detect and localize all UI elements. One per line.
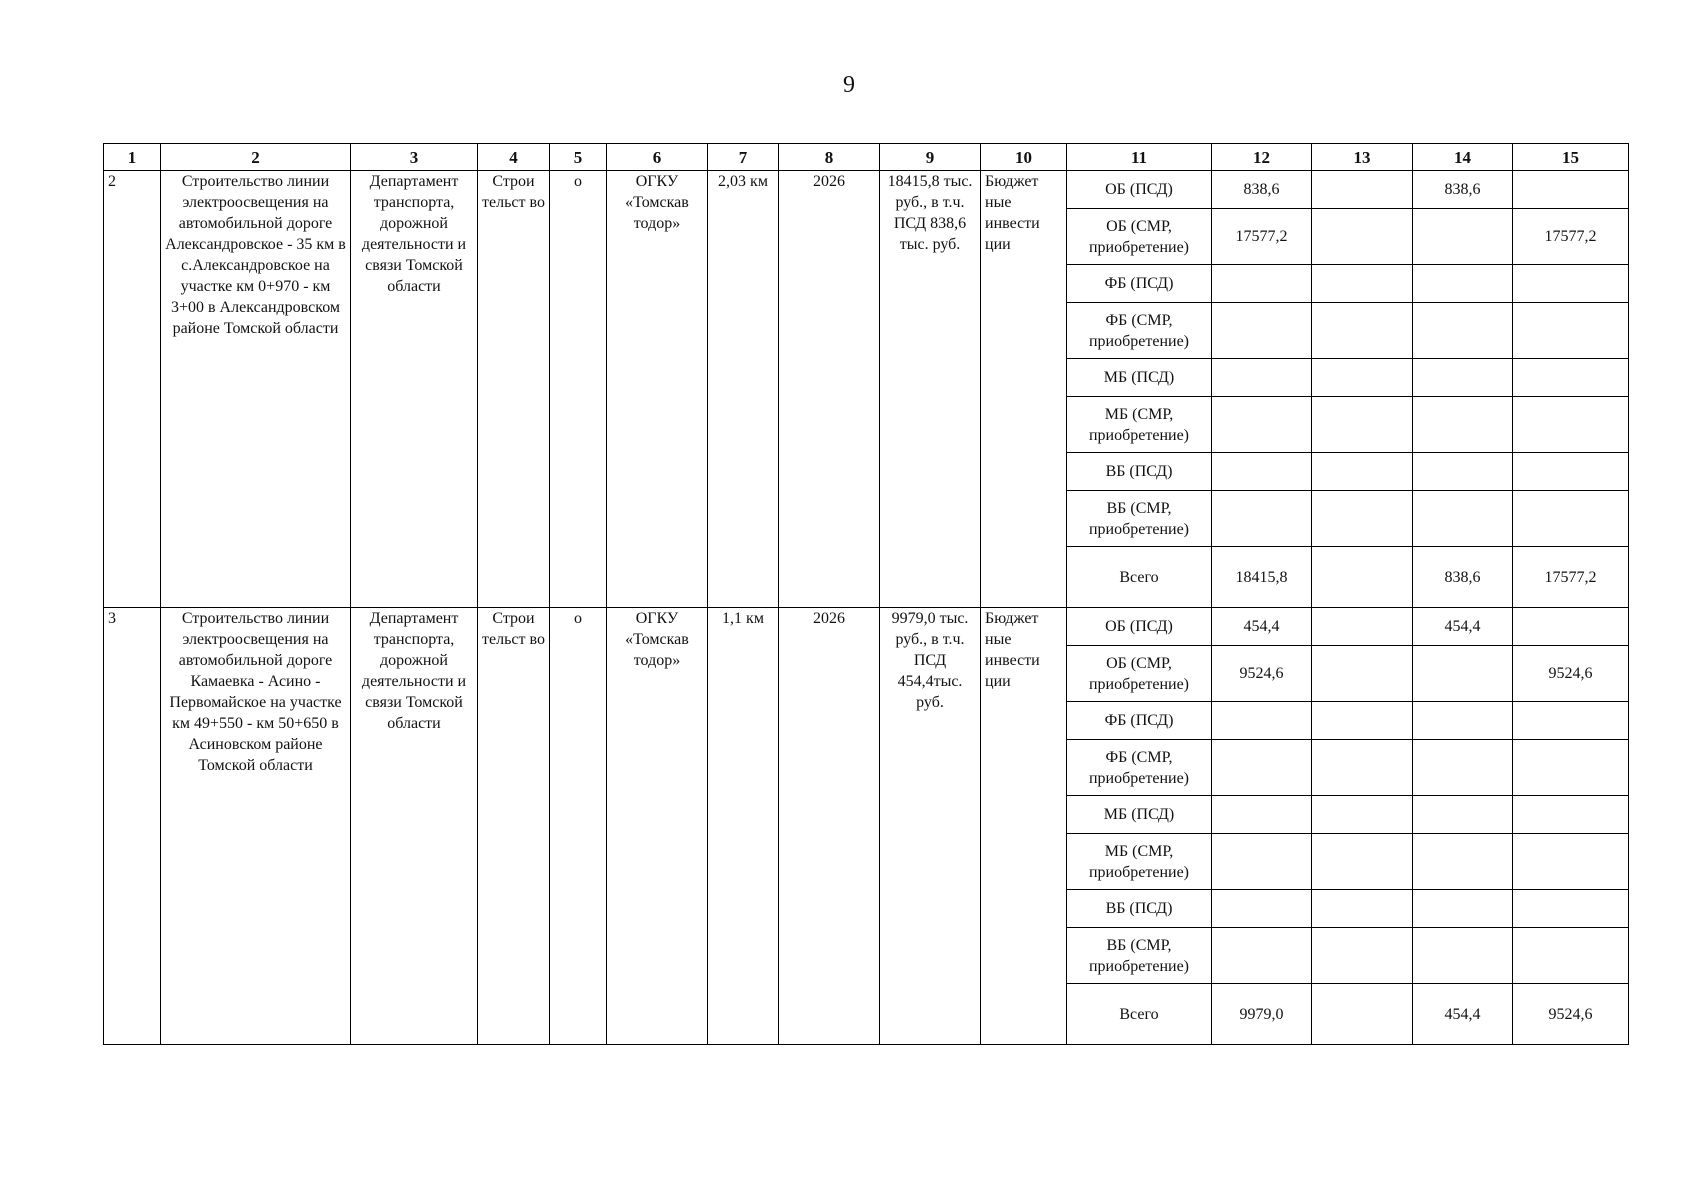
amount-col-12 <box>1212 453 1312 491</box>
table-body <box>104 171 1629 1045</box>
amount-col-12: 9524,6 <box>1212 646 1312 702</box>
amount-col-12: 454,4 <box>1212 608 1312 646</box>
amount-col-15: 17577,2 <box>1513 547 1629 608</box>
header-col-4: 4 <box>478 144 550 171</box>
amount-col-13 <box>1312 984 1413 1045</box>
amount-col-13 <box>1312 702 1413 740</box>
amount-col-14 <box>1413 265 1513 303</box>
row-number: 2 <box>104 171 161 608</box>
amount-col-14 <box>1413 491 1513 547</box>
amount-col-14: 454,4 <box>1413 984 1513 1045</box>
year: 2026 <box>779 171 880 608</box>
amount-col-12 <box>1212 397 1312 453</box>
funding-source: ВБ (СМР, приобретение) <box>1067 491 1212 547</box>
amount-col-14: 454,4 <box>1413 608 1513 646</box>
amount-col-14 <box>1413 397 1513 453</box>
customer: ОГКУ «Томскав тодор» <box>607 608 708 1045</box>
header-col-8: 8 <box>779 144 880 171</box>
amount-col-12: 838,6 <box>1212 171 1312 209</box>
header-col-15: 15 <box>1513 144 1629 171</box>
department: Департамент транспорта, дорожной деятельности и связи Томской области <box>351 608 478 1045</box>
capacity: 2,03 км <box>708 171 779 608</box>
funding-source: ОБ (ПСД) <box>1067 608 1212 646</box>
amount-col-13 <box>1312 740 1413 796</box>
object-name: Строительство линии электроосвещения на автомобильной дороге Камаевка - Асино - Первомайское на участке км 49+550 - км 50+650 в Асиновском районе Томской области <box>161 608 351 1045</box>
cost: 18415,8 тыс. руб., в т.ч. ПСД 838,6 тыс. руб. <box>880 171 981 608</box>
amount-col-15 <box>1513 491 1629 547</box>
amount-col-15 <box>1513 928 1629 984</box>
amount-col-15 <box>1513 397 1629 453</box>
funding-source: ОБ (ПСД) <box>1067 171 1212 209</box>
header-col-7: 7 <box>708 144 779 171</box>
table-row <box>104 171 1629 209</box>
funding-source: ВБ (ПСД) <box>1067 890 1212 928</box>
amount-col-13 <box>1312 608 1413 646</box>
row-number: 3 <box>104 608 161 1045</box>
funding-source: МБ (ПСД) <box>1067 796 1212 834</box>
header-row <box>104 144 1629 171</box>
amount-col-12 <box>1212 265 1312 303</box>
funding-source: МБ (СМР, приобретение) <box>1067 834 1212 890</box>
capacity: 1,1 км <box>708 608 779 1045</box>
header-col-9: 9 <box>880 144 981 171</box>
header-col-5: 5 <box>550 144 607 171</box>
investment-table <box>103 143 1629 1045</box>
funding-source: ВБ (ПСД) <box>1067 453 1212 491</box>
funding-source: ФБ (ПСД) <box>1067 265 1212 303</box>
amount-col-13 <box>1312 928 1413 984</box>
amount-col-15 <box>1513 303 1629 359</box>
amount-col-13 <box>1312 453 1413 491</box>
amount-col-13 <box>1312 303 1413 359</box>
funding-source: ОБ (СМР, приобретение) <box>1067 209 1212 265</box>
amount-col-14 <box>1413 740 1513 796</box>
amount-col-15 <box>1513 740 1629 796</box>
amount-col-12: 9979,0 <box>1212 984 1312 1045</box>
amount-col-14 <box>1413 928 1513 984</box>
amount-col-15: 9524,6 <box>1513 646 1629 702</box>
amount-col-14 <box>1413 209 1513 265</box>
amount-col-13 <box>1312 834 1413 890</box>
amount-col-12: 17577,2 <box>1212 209 1312 265</box>
header-col-1: 1 <box>104 144 161 171</box>
year: 2026 <box>779 608 880 1045</box>
header-col-2: 2 <box>161 144 351 171</box>
amount-col-15 <box>1513 265 1629 303</box>
amount-col-13 <box>1312 171 1413 209</box>
funding-source: ФБ (СМР, приобретение) <box>1067 740 1212 796</box>
amount-col-13 <box>1312 265 1413 303</box>
amount-col-12: 18415,8 <box>1212 547 1312 608</box>
amount-col-15: 9524,6 <box>1513 984 1629 1045</box>
amount-col-13 <box>1312 397 1413 453</box>
amount-col-14: 838,6 <box>1413 547 1513 608</box>
header-col-11: 11 <box>1067 144 1212 171</box>
amount-col-13 <box>1312 646 1413 702</box>
funding-source: ФБ (ПСД) <box>1067 702 1212 740</box>
amount-col-12 <box>1212 491 1312 547</box>
amount-col-14 <box>1413 834 1513 890</box>
amount-col-12 <box>1212 702 1312 740</box>
header-col-13: 13 <box>1312 144 1413 171</box>
work-type: Строи тельст во <box>478 608 550 1045</box>
amount-col-14 <box>1413 796 1513 834</box>
investment-type: Бюджет ные инвести ции <box>981 608 1067 1045</box>
funding-source: МБ (СМР, приобретение) <box>1067 397 1212 453</box>
funding-source: ВБ (СМР, приобретение) <box>1067 928 1212 984</box>
funding-source: ОБ (СМР, приобретение) <box>1067 646 1212 702</box>
amount-col-15 <box>1513 453 1629 491</box>
amount-col-15 <box>1513 171 1629 209</box>
amount-col-15 <box>1513 608 1629 646</box>
funding-source: ФБ (СМР, приобретение) <box>1067 303 1212 359</box>
amount-col-15 <box>1513 834 1629 890</box>
cost: 9979,0 тыс. руб., в т.ч. ПСД 454,4тыс. руб. <box>880 608 981 1045</box>
amount-col-13 <box>1312 491 1413 547</box>
amount-col-14 <box>1413 702 1513 740</box>
amount-col-15 <box>1513 796 1629 834</box>
header-col-6: 6 <box>607 144 708 171</box>
header-col-10: 10 <box>981 144 1067 171</box>
header-col-12: 12 <box>1212 144 1312 171</box>
work-type: Строи тельст во <box>478 171 550 608</box>
amount-col-12 <box>1212 796 1312 834</box>
investment-type: Бюджет ные инвести ции <box>981 171 1067 608</box>
funding-source: Всего <box>1067 984 1212 1045</box>
amount-col-14 <box>1413 890 1513 928</box>
amount-col-12 <box>1212 359 1312 397</box>
customer: ОГКУ «Томскав тодор» <box>607 171 708 608</box>
funding-source: Всего <box>1067 547 1212 608</box>
header-col-14: 14 <box>1413 144 1513 171</box>
funding-source: МБ (ПСД) <box>1067 359 1212 397</box>
col5-value: о <box>550 171 607 608</box>
amount-col-13 <box>1312 796 1413 834</box>
col5-value: о <box>550 608 607 1045</box>
amount-col-12 <box>1212 834 1312 890</box>
table-row <box>104 608 1629 646</box>
amount-col-15: 17577,2 <box>1513 209 1629 265</box>
amount-col-15 <box>1513 890 1629 928</box>
header-col-3: 3 <box>351 144 478 171</box>
amount-col-12 <box>1212 928 1312 984</box>
page-number: 9 <box>843 72 855 98</box>
amount-col-14: 838,6 <box>1413 171 1513 209</box>
amount-col-12 <box>1212 740 1312 796</box>
object-name: Строительство линии электроосвещения на автомобильной дороге Александровское - 35 км в с.Александровское на участке км 0+970 - км 3+00 в Александровском районе Томской области <box>161 171 351 608</box>
amount-col-14 <box>1413 359 1513 397</box>
amount-col-12 <box>1212 303 1312 359</box>
amount-col-13 <box>1312 359 1413 397</box>
amount-col-14 <box>1413 646 1513 702</box>
amount-col-15 <box>1513 702 1629 740</box>
amount-col-13 <box>1312 890 1413 928</box>
amount-col-15 <box>1513 359 1629 397</box>
amount-col-14 <box>1413 453 1513 491</box>
department: Департамент транспорта, дорожной деятельности и связи Томской области <box>351 171 478 608</box>
amount-col-13 <box>1312 547 1413 608</box>
amount-col-13 <box>1312 209 1413 265</box>
amount-col-12 <box>1212 890 1312 928</box>
amount-col-14 <box>1413 303 1513 359</box>
